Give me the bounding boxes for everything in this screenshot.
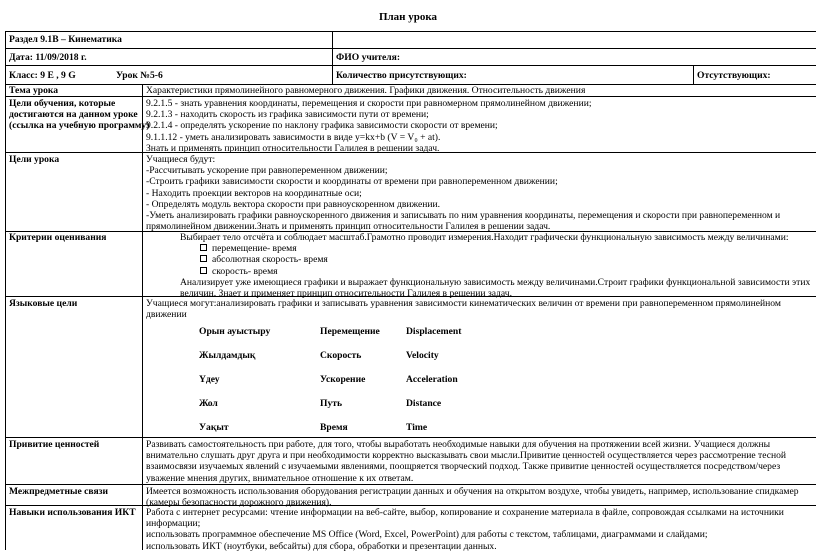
- ict-label: Навыки использования ИКТ: [9, 507, 136, 518]
- row-divider: [5, 484, 816, 485]
- row-divider: [5, 437, 816, 438]
- vocab-english: Time: [406, 422, 428, 433]
- ict-content: [146, 507, 784, 552]
- vocab-russian: Путь: [320, 398, 343, 409]
- values-line: Развивать самостоятельность при работе, для того, чтобы выработать необходимые навыки для обучения на протяжении всей жизни. Учащиеся должны: [146, 439, 771, 450]
- values-content: [146, 439, 786, 484]
- criteria-item-text: абсолютная скорость- время: [212, 254, 328, 266]
- column-divider: [693, 65, 694, 84]
- objective-line: 9.1.1.12 - уметь анализировать зависимости в виде y=kx+b (V = V₀ + at).: [146, 131, 441, 143]
- values-label: Привитие ценностей: [9, 439, 100, 450]
- ict-line: Работа с интернет ресурсами: чтение информации на веб-сайте, выбор, копирование и сохранение материала в файле, сопровождая ссылками на источники: [146, 507, 784, 518]
- vocab-kazakh: Үдеу: [199, 374, 220, 385]
- absent-count-label: Отсутствующих:: [697, 70, 771, 81]
- vocab-english: Velocity: [406, 350, 439, 361]
- vocab-kazakh: Уақыт: [199, 422, 229, 433]
- objectives-content: [146, 98, 592, 154]
- vocab-russian: Скорость: [320, 350, 362, 361]
- topic-label: Тема урока: [9, 85, 59, 96]
- language-line: движении: [146, 309, 187, 321]
- class-label: Класс: 9 Е , 9 G: [9, 70, 76, 81]
- column-divider: [142, 84, 143, 550]
- objective-line: 9.2.1.3 - находить скорость из графика зависимости пути от времени;: [146, 109, 429, 121]
- criteria-item-text: скорость- время: [212, 265, 278, 277]
- criteria-intro: Выбирает тело отсчёта и соблюдает масштаб.Грамотно проводит измерения.Находит графически функциональную зависимость между величинами:: [180, 232, 789, 243]
- checkbox-icon: [200, 255, 207, 262]
- values-line: внимательно слушать друг друга и при необходимости корректно высказывать свои мысли.Привитие ценностей осуществляется через рассмотрение тесной: [146, 450, 787, 462]
- goal-line: прямолинейном движении.Знать и применять принцип относительности Галилея в решении задач.: [146, 221, 551, 233]
- criteria-outro: Анализирует уже имеющиеся графики и выражает функциональную зависимость между величинами.Строит графики функциональной зависимости этих: [180, 276, 811, 288]
- criteria-item: [180, 254, 810, 265]
- criteria-item-text: перемещение- время: [212, 243, 297, 255]
- vocab-russian: Перемещение: [320, 326, 380, 337]
- present-count-label: Количество присутствующих:: [336, 70, 467, 81]
- cross-line: Имеется возможность использования оборудования регистрации данных и обучения на открытом воздухе, чтобы увидеть, например, использование спидкамер: [146, 486, 799, 497]
- column-divider: [332, 31, 333, 84]
- checkbox-icon: [200, 267, 207, 274]
- cross-line: (камеры безопасности дорожного движения).: [146, 497, 332, 509]
- topic-value: Характеристики прямолинейного равномерного движения. Графики движения. Относительность движения: [146, 85, 586, 96]
- cross-label: Межпредметные связи: [9, 486, 109, 497]
- row-divider: [5, 31, 816, 32]
- goal-line: - Определять модуль вектора скорости при равноускоренном движении.: [146, 198, 441, 210]
- ict-line: использовать программное обеспечение MS Office (Word, Excel, PowerPoint) для работы с текстом, таблицами, диаграммами и слайдами;: [146, 529, 708, 541]
- criteria-content: [180, 232, 810, 299]
- vocab-english: Displacement: [406, 326, 462, 337]
- objectives-label: [9, 98, 149, 132]
- teacher-label: ФИО учителя:: [336, 52, 401, 63]
- goal-line: -Строить графики зависимости скорости и координаты от времени при равнопеременном движении;: [146, 176, 558, 188]
- criteria-label: Критерии оценивания: [9, 232, 107, 243]
- cross-content: [146, 486, 816, 508]
- goal-line: - Находить проекции векторов на координатные оси;: [146, 187, 362, 199]
- lesson-number: Урок №5-6: [116, 70, 163, 81]
- criteria-item: [180, 243, 810, 254]
- date-label: Дата: 11/09/2018 г.: [9, 52, 87, 63]
- goal-line: -Уметь анализировать графики равноускоренного движения и записывать по ним уравнения координаты, перемещения и скорости при равнопеременном и: [146, 210, 781, 222]
- row-divider: [5, 65, 816, 66]
- vocab-kazakh: Жылдамдық: [199, 350, 256, 361]
- goals-label: Цели урока: [9, 154, 60, 165]
- vocab-russian: Время: [320, 422, 348, 433]
- vocab-kazakh: Орын ауыстыру: [199, 326, 271, 337]
- criteria-outro: величин. Знает и применяет принцип относительности Галилея в решении задач.: [180, 288, 512, 300]
- vocab-english: Distance: [406, 398, 442, 409]
- objective-line: Знать и применять принцип относительности Галилея в решении задач.: [146, 142, 440, 154]
- values-line: уважение мнения других, внимательное отношение к их ответам.: [146, 472, 414, 484]
- goals-content: [146, 154, 780, 232]
- objective-line: 9.2.1.4 - определять ускорение по наклону графика зависимости скорости от времени;: [146, 120, 498, 132]
- ict-line: использовать ИКТ (ноутбуки, вебсайты) для сбора, обработки и презентации данных.: [146, 540, 497, 552]
- language-content: [146, 298, 781, 320]
- vocab-english: Acceleration: [406, 374, 458, 385]
- goal-line: -Рассчитывать ускорение при равнопеременном движении;: [146, 165, 388, 177]
- objective-line: 9.2.1.5 - знать уравнения координаты, перемещения и скорости при равномерном прямолинейном движении;: [146, 98, 592, 109]
- objectives-label-line: достигаются на данном уроке: [9, 109, 138, 121]
- page-title: План урока: [378, 11, 438, 23]
- goal-line: Учащиеся будут:: [146, 154, 216, 165]
- column-divider: [5, 31, 6, 550]
- language-label: Языковые цели: [9, 298, 78, 309]
- section-label: Раздел 9.1В – Кинематика: [9, 34, 122, 45]
- row-divider: [5, 48, 816, 49]
- objectives-label-line: Цели обучения, которые: [9, 98, 116, 109]
- vocab-russian: Ускорение: [320, 374, 366, 385]
- values-line: взаимосвязи изучаемых явлений с изучаемыми явлениями, поощряется творческий подход. Также привитие ценностей осуществляется посредством/через: [146, 461, 781, 473]
- ict-line: информации;: [146, 518, 201, 530]
- vocab-kazakh: Жол: [199, 398, 218, 409]
- objectives-label-line: (ссылка на учебную программу): [9, 120, 150, 132]
- language-line: Учащиеся могут:анализировать графики и записывать уравнения зависимости кинематических величин от времени при равнопеременном прямолинейном: [146, 298, 781, 309]
- checkbox-icon: [200, 244, 207, 251]
- criteria-item: [180, 266, 810, 277]
